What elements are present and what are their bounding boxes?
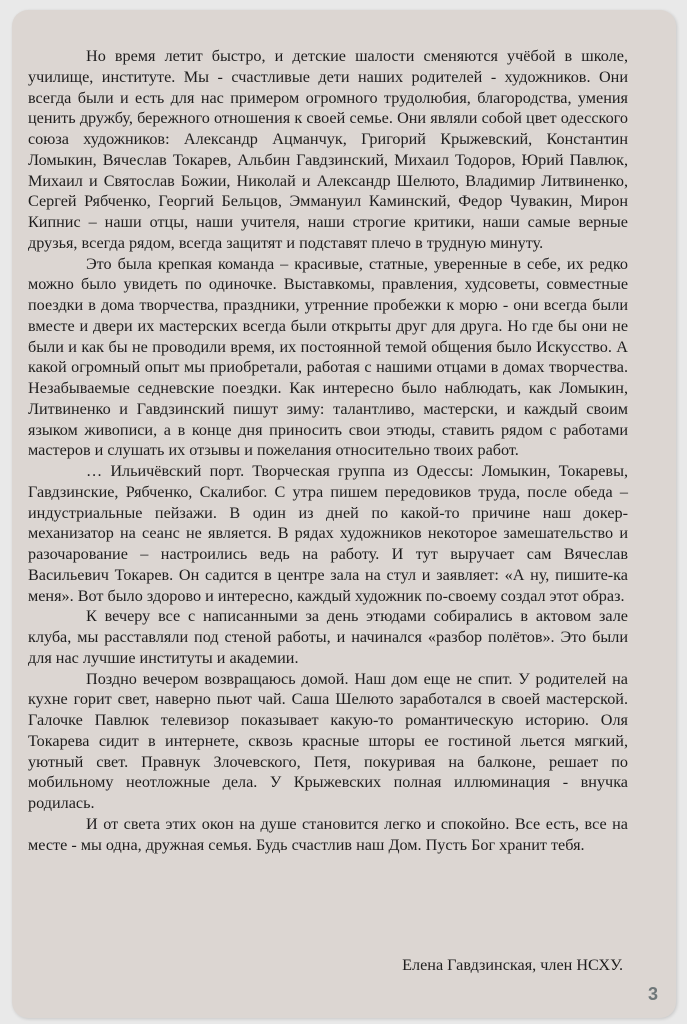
paragraph-3: … Ильичёвский порт. Творческая группа из Одессы: Ломыкин, Токаревы, Гавдзинские, Рябченко, Скалибог. С утра пишем передовиков труда, после обеда – индустриальные пейзажи. В один из дней по какой-то причине наш докер-механизатор на сеанс не является. В рядах художников некоторое замешательство и разочарование – настроились ведь на работу. И тут выручает сам Вячеслав Васильевич Токарев. Он садится в центре зала на стул и заявляет: «А ну, пишите-ка меня». Вот было здорово и интересно, каждый художник по-своему создал этот образ. (28, 462, 628, 605)
paragraph-2: Это была крепкая команда – красивые, статные, уверенные в себе, их редко можно было увидеть по одиночке. Выставкомы, правления, худсоветы, совместные поездки в дома творчества, праздники, утренние пробежки к морю - они всегда были вместе и двери их мастерских всегда были открыты друг для друга. Но где бы они не были и как бы не проводили время, их постоянной темой общения было Искусство. А какой огромный опыт мы приобретали, работая с нашими отцами в домах творчества. Незабываемые седневские поездки. Как интересно было наблюдать, как Ломыкин, Литвиненко и Гавдзинский пишут зиму: талантливо, мастерски, и каждый своим языком живописи, а в конце дня приносить свои этюды, ставить рядом с работами мастеров и слушать их отзывы и пожелания относительно твоих работ. (28, 254, 628, 460)
paragraph-1: Но время летит быстро, и детские шалости сменяются учёбой в школе, училище, институте. Мы - счастливые дети наших родителей - художников. Они всегда были и есть для нас примером огромного трудолюбия, благородства, умения ценить дружбу, бережного отношения к своей семье. Они являли собой цвет одесского союза художников: Александр Ацманчук, Григорий Крыжевский, Константин Ломыкин, Вячеслав Токарев, Альбин Гавдзинский, Михаил Тодоров, Юрий Павлюк, Михаил и Святослав Божии, Николай и Александр Шелюто, Владимир Литвиненко, Сергей Рябченко, Георгий Бельцов, Эммануил Каминский, Федор Чувакин, Мирон Кипнис – наши отцы, наши учителя, наши строгие критики, наши самые верные друзья, всегда рядом, всегда защитят и подставят плечо в трудную минуту. (28, 47, 628, 252)
page-number: 3 (647, 984, 658, 1004)
article-body (28, 46, 628, 855)
paragraph-6: И от света этих окон на душе становится легко и спокойно. Все есть, все на месте - мы одна, дружная семья. Будь счастлив наш Дом. Пусть Бог хранит тебя. (28, 814, 628, 854)
page-sheet (12, 10, 676, 1018)
paragraph-4: К вечеру все с написанными за день этюдами собирались в актовом зале клуба, мы расставляли под стеной работы, и начинался «разбор полётов». Это были для нас лучшие институты и академии. (28, 607, 628, 667)
paragraph-5: Поздно вечером возвращаюсь домой. Наш дом еще не спит. У родителей на кухне горит свет, наверно пьют чай. Саша Шелюто заработался в своей мастерской. Галочке Павлюк телевизор показывает какую-то романтическую историю. Оля Токарева сидит в интернете, сквозь красные шторы ее гостиной льется мягкий, уютный свет. Правнук Злочевского, Петя, покуривая на балконе, решает по мобильному неотложные дела. У Крыжевских полная иллюминация - внучка родилась. (28, 669, 628, 812)
author-signature: Елена Гавдзинская, член НСХУ. (402, 956, 623, 974)
